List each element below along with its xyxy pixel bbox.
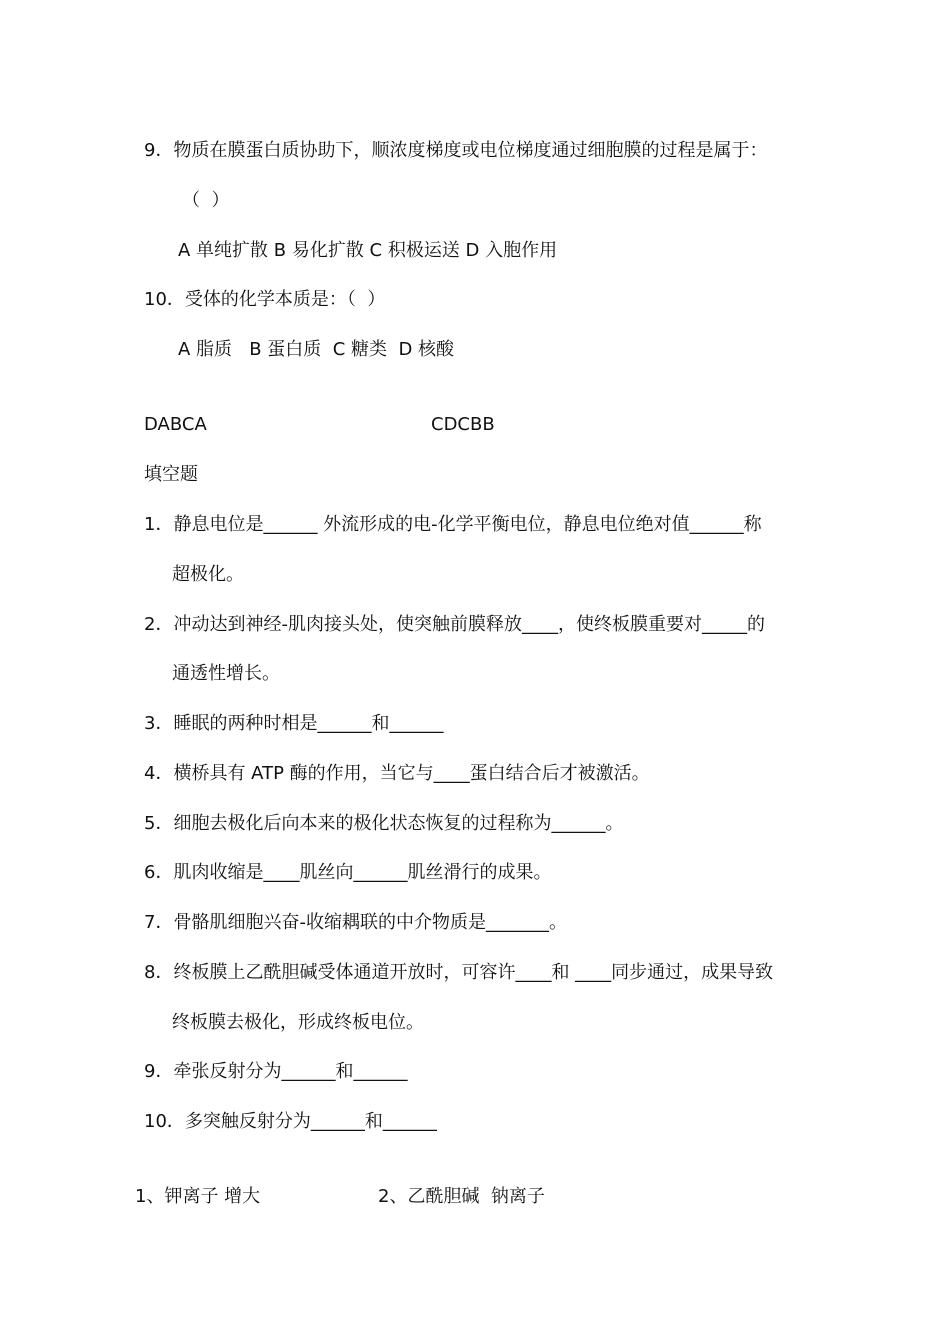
fill-question-3: 3．睡眠的两种时相是______和______ bbox=[144, 713, 444, 734]
fill-heading: 填空题 bbox=[144, 464, 198, 485]
fill-question-7: 7．骨骼肌细胞兴奋-收缩耦联的中介物质是_______。 bbox=[144, 912, 567, 933]
fill-question-2-line-1: 2．冲动达到神经-肌肉接头处，使突触前膜释放____，使终板膜重要对_____的 bbox=[144, 614, 765, 635]
mc-question-10: 10．受体的化学本质是：（ ） bbox=[144, 289, 386, 310]
mc-question-9-paren: （ ） bbox=[182, 190, 230, 211]
mc-question-9-options: A 单纯扩散 B 易化扩散 C 积极运送 D 入胞作用 bbox=[178, 240, 558, 261]
fill-question-1-line-1: 1．静息电位是______ 外流形成的电-化学平衡电位，静息电位绝对值______称 bbox=[144, 514, 762, 535]
fill-question-4: 4．横桥具有 ATP 酶的作用，当它与____蛋白结合后才被激活。 bbox=[144, 763, 650, 784]
fill-question-1-line-2: 超极化。 bbox=[172, 564, 244, 585]
mc-question-10-options: A 脂质 B 蛋白质 C 糖类 D 核酸 bbox=[178, 339, 455, 360]
fill-question-9: 9．牵张反射分为______和______ bbox=[144, 1061, 408, 1082]
fill-question-2-line-2: 通透性增长。 bbox=[172, 663, 280, 684]
mc-answers-b: CDCBB bbox=[431, 414, 495, 435]
fill-question-10: 10．多突触反射分为______和______ bbox=[144, 1111, 437, 1132]
fill-answers-1: 1、钾离子 增大 bbox=[135, 1186, 261, 1207]
fill-question-8-line-1: 8．终板膜上乙酰胆碱受体通道开放时，可容许____和 ____同步通过，成果导致 bbox=[144, 962, 774, 983]
fill-answers-2: 2、乙酰胆碱 钠离子 bbox=[378, 1186, 545, 1207]
mc-answers-a: DABCA bbox=[144, 414, 207, 435]
mc-question-9: 9．物质在膜蛋白质协助下，顺浓度梯度或电位梯度通过细胞膜的过程是属于： bbox=[144, 140, 768, 161]
fill-question-5: 5．细胞去极化后向本来的极化状态恢复的过程称为______。 bbox=[144, 813, 624, 834]
fill-question-6: 6．肌肉收缩是____肌丝向______肌丝滑行的成果。 bbox=[144, 862, 552, 883]
fill-question-8-line-2: 终板膜去极化，形成终板电位。 bbox=[172, 1012, 424, 1033]
